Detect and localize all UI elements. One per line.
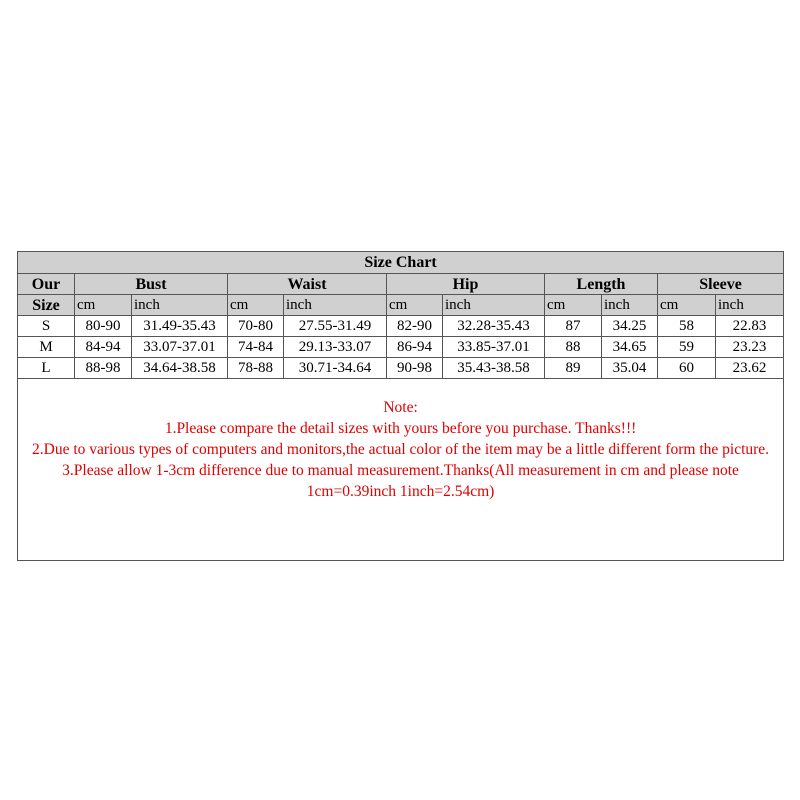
chart-title: Size Chart	[18, 252, 784, 274]
table-cell: 30.71-34.64	[284, 358, 387, 379]
table-cell: 87	[545, 316, 602, 337]
unit-bust-inch: inch	[132, 295, 228, 316]
table-cell: 59	[658, 337, 716, 358]
unit-length-cm: cm	[545, 295, 602, 316]
header-size: Size	[18, 295, 75, 316]
size-chart	[17, 251, 783, 561]
table-cell: 88-98	[75, 358, 132, 379]
note-heading: Note:	[383, 399, 418, 416]
table-cell: 80-90	[75, 316, 132, 337]
size-label: L	[18, 358, 75, 379]
table-cell: 35.43-38.58	[443, 358, 545, 379]
header-waist: Waist	[228, 274, 387, 295]
unit-waist-inch: inch	[284, 295, 387, 316]
unit-sleeve-cm: cm	[658, 295, 716, 316]
table-cell: 86-94	[387, 337, 443, 358]
table-cell: 70-80	[228, 316, 284, 337]
table-cell: 88	[545, 337, 602, 358]
table-cell: 33.85-37.01	[443, 337, 545, 358]
table-cell: 90-98	[387, 358, 443, 379]
note-section	[18, 379, 784, 561]
header-length: Length	[545, 274, 658, 295]
table-cell: 27.55-31.49	[284, 316, 387, 337]
table-row	[18, 358, 784, 379]
table-cell: 35.04	[602, 358, 658, 379]
unit-length-inch: inch	[602, 295, 658, 316]
header-sleeve: Sleeve	[658, 274, 784, 295]
table-cell: 60	[658, 358, 716, 379]
table-cell: 89	[545, 358, 602, 379]
unit-waist-cm: cm	[228, 295, 284, 316]
header-bust: Bust	[75, 274, 228, 295]
header-our: Our	[18, 274, 75, 295]
table-cell: 84-94	[75, 337, 132, 358]
table-cell: 74-84	[228, 337, 284, 358]
header-hip: Hip	[387, 274, 545, 295]
table-cell: 23.23	[716, 337, 784, 358]
table-row	[18, 316, 784, 337]
unit-bust-cm: cm	[75, 295, 132, 316]
note-line-2: 2.Due to various types of computers and monitors,the actual color of the item may be a little different form the picture.	[32, 441, 770, 458]
table-cell: 31.49-35.43	[132, 316, 228, 337]
size-label: S	[18, 316, 75, 337]
unit-sleeve-inch: inch	[716, 295, 784, 316]
table-row	[18, 337, 784, 358]
table-cell: 34.25	[602, 316, 658, 337]
table-cell: 32.28-35.43	[443, 316, 545, 337]
table-cell: 34.65	[602, 337, 658, 358]
table-cell: 29.13-33.07	[284, 337, 387, 358]
table-cell: 78-88	[228, 358, 284, 379]
size-label: M	[18, 337, 75, 358]
table-cell: 23.62	[716, 358, 784, 379]
table-cell: 22.83	[716, 316, 784, 337]
note-line-3: 3.Please allow 1-3cm difference due to manual measurement.Thanks(All measurement in cm and please note 1cm=0.39inch 1inch=2.54cm)	[62, 462, 739, 500]
table-cell: 82-90	[387, 316, 443, 337]
size-chart-table	[17, 251, 784, 561]
table-cell: 58	[658, 316, 716, 337]
unit-hip-inch: inch	[443, 295, 545, 316]
table-cell: 34.64-38.58	[132, 358, 228, 379]
note-line-1: 1.Please compare the detail sizes with yours before you purchase. Thanks!!!	[164, 420, 637, 437]
table-cell: 33.07-37.01	[132, 337, 228, 358]
unit-hip-cm: cm	[387, 295, 443, 316]
